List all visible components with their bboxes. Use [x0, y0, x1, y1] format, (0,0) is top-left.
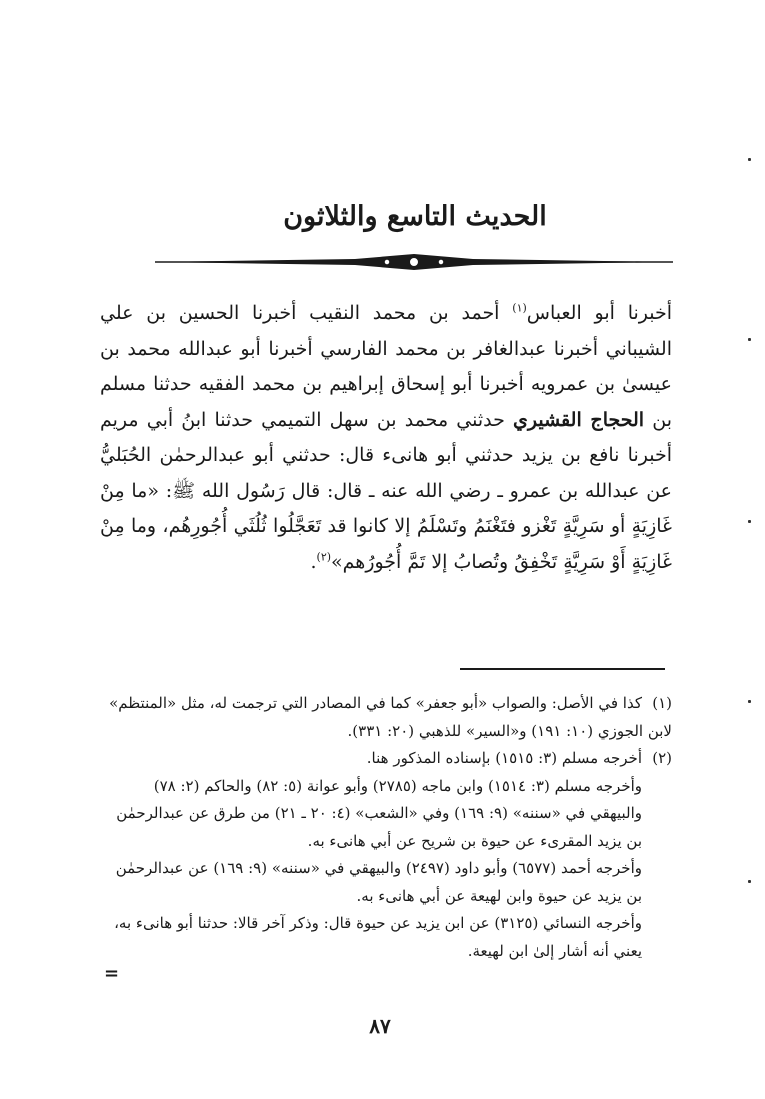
footnote-separator: [460, 668, 665, 670]
hadith-text: [100, 296, 672, 580]
continuation-mark: =: [104, 963, 120, 984]
scan-speck: [748, 158, 751, 161]
footnote-ref-1[interactable]: (١): [512, 301, 527, 315]
footnote-number: (٢): [652, 749, 672, 767]
footnote-2-para: وأخرجه النسائي (٣١٢٥) عن ابن يزيد عن حيوة قال: وذكر آخر قالا: حدثنا أبو هانىء به، يعني أنه أشار إلىٰ ابن لهيعة.: [114, 914, 642, 960]
footnote-ref-2[interactable]: (٢): [316, 550, 332, 564]
footnote-2-para: وأخرجه مسلم (٣: ١٥١٤) وابن ماجه (٢٧٨٥) وأبو عوانة (٥: ٨٢) والحاكم (٢: ٧٨) والبيهقي في «سننه» (٩: ١٦٩) وفي «الشعب» (٤: ٢٠ ـ ٢١) من طرق عن عبدالرحمٰن بن يزيد المقرىء عن حيوة بن شريح عن أبي هانىء به.: [116, 776, 642, 850]
page-number: ٨٧: [369, 1014, 391, 1038]
text-segment: حدثني محمد بن سهل التميمي حدثنا ابنُ أبي مريم أخبرنا نافع بن يزيد حدثني أبو هانىء قال: حدثني أبو عبدالرحمٰن الحُبَليُّ عن عبدالله بن عمرو ـ رضي الله عنه ـ قال: قال رَسُول الله ﷺ: «ما مِنْ غَازِيَةٍ أو سَرِيَّةٍ تَغْزو فتَغْنَمُ وتَسْلَمُ إلا كانوا قد تَعَجَّلُوا ثُلُثَي أُجُورِهُم، وما مِنْ غَازِيَةٍ أَوْ سَرِيَّةٍ تَخْفِقُ وتُصابُ إلا تَمَّ أُجُورُهم»: [100, 408, 672, 573]
footnote-number: (١): [652, 694, 672, 712]
footnote-2-para: وأخرجه أحمد (٦٥٧٧) وأبو داود (٢٤٩٧) والبيهقي في «سننه» (٩: ١٦٩) عن عبدالرحمٰن بن يزيد عن حيوة وابن لهيعة عن أبي هانىء به.: [115, 859, 642, 905]
hadith-paragraph: [100, 296, 672, 580]
scan-speck: [748, 520, 751, 523]
text-end: .: [310, 550, 317, 573]
scan-speck: [748, 880, 751, 883]
footnote-1: [100, 690, 672, 745]
narrator-name: الحجاج القشيري: [513, 408, 645, 431]
hadith-heading: الحديث التاسع والثلاثون: [283, 201, 547, 232]
footnote-2: [100, 745, 672, 773]
footnotes: [100, 690, 672, 965]
text-segment: أخبرنا أبو العباس: [526, 302, 673, 324]
text-segment: أحمد بن محمد النقيب أخبرنا الحسين بن علي الشيباني أخبرنا عبدالغافر بن محمد الفارسي أخبرنا أبو عبدالله محمد بن عيسىٰ بن عمرويه أخبرنا أبو إسحاق إبراهيم بن محمد الفقيه حدثنا مسلم بن: [100, 302, 673, 431]
footnote-text: أخرجه مسلم (٣: ١٥١٥) بإسناده المذكور هنا.: [366, 749, 642, 767]
scan-speck: [748, 338, 751, 341]
ornamental-divider: [155, 250, 673, 274]
footnote-text: كذا في الأصل: والصواب «أبو جعفر» كما في المصادر التي ترجمت له، مثل «المنتظم» لابن الجوزي (١٠: ١٩١) و«السير» للذهبي (٢٠: ٣٣١).: [109, 694, 672, 740]
scan-speck: [748, 700, 751, 703]
